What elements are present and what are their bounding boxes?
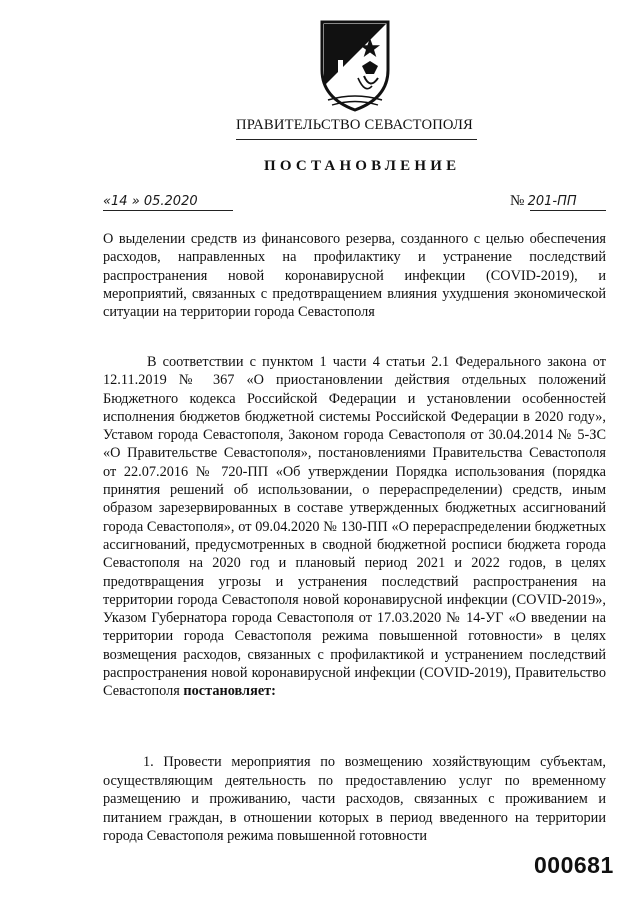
document-date	[103, 193, 233, 209]
document-title: О выделении средств из финансового резерва, созданного с целью обеспечения расходов, направленных на профилактику и устранение последствий распространения новой коронавирусной инфекции (COVID-2019), и мероприятий, связанных с предотвращением влияния ухудшения экономической ситуации на территории города Севастополя	[103, 231, 606, 321]
number-value: 201-ПП	[527, 194, 577, 209]
date-value: «14 » 05.2020	[103, 194, 198, 209]
header-rule	[236, 139, 477, 140]
document-number	[510, 193, 606, 210]
resolves-word: постановляет:	[183, 683, 276, 700]
preamble-text: В соответствии с пунктом 1 части 4 статьи 2.1 Федерального закона от 12.11.2019 № 367 «О приостановлении действия отдельных положений Бюджетного кодекса Российской Федерации и установлении особенностей исполнения бюджетов бюджетной системы Российской Федерации в 2020 году», Уставом города Севастополя, Законом города Севастополя от 30.04.2014 № 5-ЗС «О Правительстве Севастополя», постановлениями Правительства Севастополя от 22.07.2016 № 720-ПП «Об утверждении Порядка использования (порядка принятия решений об использовании, о перераспределении) средств, иным образом зарезервированных в составе утвержденных бюджетных ассигнований города Севастополя», от 09.04.2020 № 130-ПП «О перераспределении бюджетных ассигнований, предусмотренных в сводной бюджетной росписи бюджета города Севастополя на 2020 год и плановый период 2021 и 2022 годов, в целях предотвращения угрозы и устранения последствий распространения на территории города Севастополя новой коронавирусной инфекции (COVID-2019», Указом Губернатора города Севастополя от 17.03.2020 № 14-УГ «О введении на территории города Севастополя режима повышенной готовности» в целях возмещения расходов, связанных с профилактикой и устранением последствий распространения новой коронавирусной инфекции (COVID-2019), Правительство Севастополя	[103, 354, 606, 700]
number-sign: №	[510, 193, 525, 209]
coat-of-arms-icon	[318, 20, 392, 112]
preamble-paragraph	[103, 353, 606, 701]
date-underline	[103, 210, 233, 211]
government-name: ПРАВИТЕЛЬСТВО СЕВАСТОПОЛЯ	[236, 117, 473, 133]
clause-1-paragraph: 1. Провести мероприятия по возмещению хозяйствующим субъектам, осуществляющим деятельность по предоставлению услуг по временному размещению и проживанию, части расходов, связанных с проживанием и питанием граждан, в отношении которых в период введенного на территории города Севастополя режима повышенной готовности	[103, 754, 606, 845]
document-type: ПОСТАНОВЛЕНИЕ	[264, 158, 461, 174]
serial-number: 000681	[534, 852, 614, 878]
number-underline	[530, 210, 606, 211]
